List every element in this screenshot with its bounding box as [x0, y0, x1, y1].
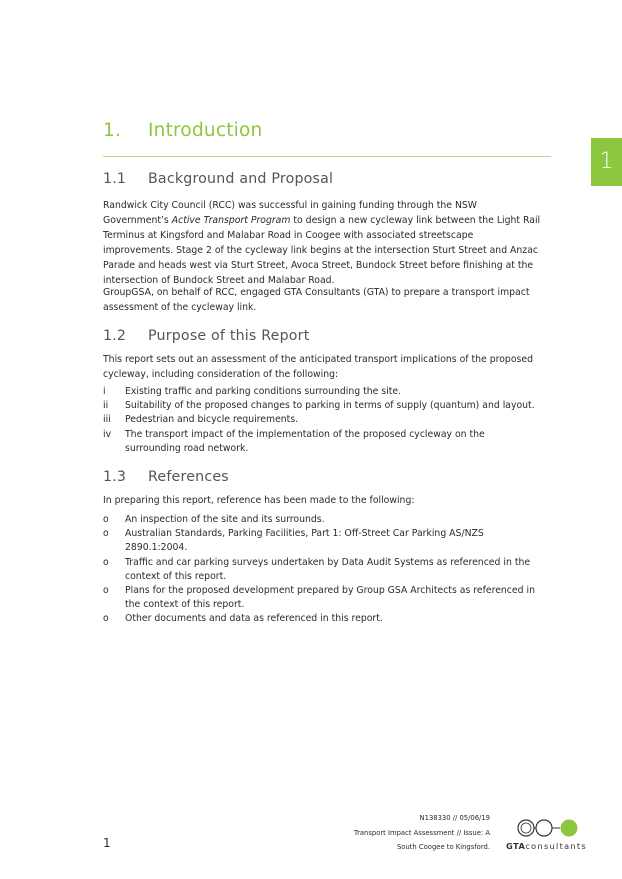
section-number: 1.3: [103, 469, 127, 485]
list-marker: o: [103, 528, 109, 540]
gta-logo: [506, 818, 596, 858]
list-marker: o: [103, 556, 109, 568]
list-item-text: Australian Standards, Parking Facilities, Part 1: Off-Street Car Parking AS/NZS 2890.1:2004.: [125, 528, 484, 554]
page-number: 1: [103, 836, 111, 850]
references-list: [103, 513, 543, 627]
section-title: Purpose of this Report: [148, 328, 310, 344]
list-marker: iv: [103, 428, 112, 440]
list-item-text: Existing traffic and parking conditions surrounding the site.: [125, 386, 402, 397]
footer-document: Transport Impact Assessment // Issue: A: [353, 829, 490, 837]
list-marker: o: [103, 585, 109, 597]
list-marker: i: [103, 386, 106, 397]
list-marker: ii: [103, 400, 109, 412]
paragraph-text: to design a new cycleway link between the Light Rail Terminus at Kingsford and Malabar Road in Coogee with associated streetscape improvements. Stage 2 of the cycleway link begins at the intersection Sturt Street and Anzac Parade and heads west via Sturt Street, Avoca Street, Bundock Street before finishing at the intersection of Bundock Street and Malabar Road.: [103, 215, 541, 287]
section-heading-background: [103, 171, 333, 187]
chapter-number: 1.: [103, 120, 122, 141]
section-heading-purpose: [103, 328, 309, 344]
list-item: [103, 556, 543, 584]
list-item-text: Plans for the proposed development prepared by Group GSA Architects as referenced in the context of this report.: [125, 585, 535, 611]
gta-circles-icon: [516, 818, 580, 838]
section-title: References: [148, 469, 229, 485]
section-number: 1.1: [103, 171, 127, 187]
list-item: [103, 399, 543, 413]
chapter-title-text: Introduction: [148, 120, 263, 141]
program-name: Active Transport Program: [171, 215, 291, 227]
background-paragraph-2: GroupGSA, on behalf of RCC, engaged GTA Consultants (GTA) to prepare a transport impact assessment of the cycleway link.: [103, 287, 530, 314]
list-item: [103, 513, 543, 527]
logo-wordmark-rest: consultants: [525, 841, 587, 851]
background-paragraph-1: [103, 198, 543, 289]
logo-wordmark: [506, 841, 596, 851]
list-item-text: Traffic and car parking surveys undertaken by Data Audit Systems as referenced in the context of this report.: [125, 556, 531, 582]
list-item-text: Other documents and data as referenced in this report.: [125, 613, 383, 625]
list-marker: o: [103, 514, 109, 525]
section-title: Background and Proposal: [148, 171, 334, 187]
section-heading-references: [103, 469, 229, 485]
list-item: [103, 428, 543, 456]
list-item-text: Pedestrian and bicycle requirements.: [125, 414, 299, 426]
list-item: [103, 612, 543, 626]
footer-project: South Coogee to Kingsford.: [396, 843, 490, 851]
chapter-title: [103, 120, 553, 141]
purpose-list: [103, 385, 543, 456]
purpose-intro: This report sets out an assessment of the anticipated transport implications of the proposed cycleway, including consideration of the following:: [103, 354, 533, 381]
chapter-divider: [103, 156, 551, 157]
logo-wordmark-bold: GTA: [506, 841, 526, 851]
list-item: [103, 527, 543, 555]
list-item-text: Suitability of the proposed changes to parking in terms of supply (quantum) and layout.: [125, 400, 535, 412]
list-marker: o: [103, 613, 109, 625]
footer-reference: N138330 // 05/06/19: [419, 814, 490, 822]
list-item-text: An inspection of the site and its surrounds.: [125, 514, 325, 525]
list-item-text: The transport impact of the implementation of the proposed cycleway on the surrounding road network.: [125, 428, 485, 454]
list-item: [103, 385, 543, 399]
list-marker: iii: [103, 414, 111, 426]
section-number: 1.2: [103, 328, 127, 344]
paragraph-text: Randwick City Council (RCC) was successful in gaining funding through the NSW Government’s: [103, 200, 477, 227]
references-intro: In preparing this report, reference has been made to the following:: [103, 495, 415, 506]
chapter-side-tab: 1: [591, 138, 622, 186]
list-item: [103, 584, 543, 612]
list-item: [103, 413, 543, 427]
